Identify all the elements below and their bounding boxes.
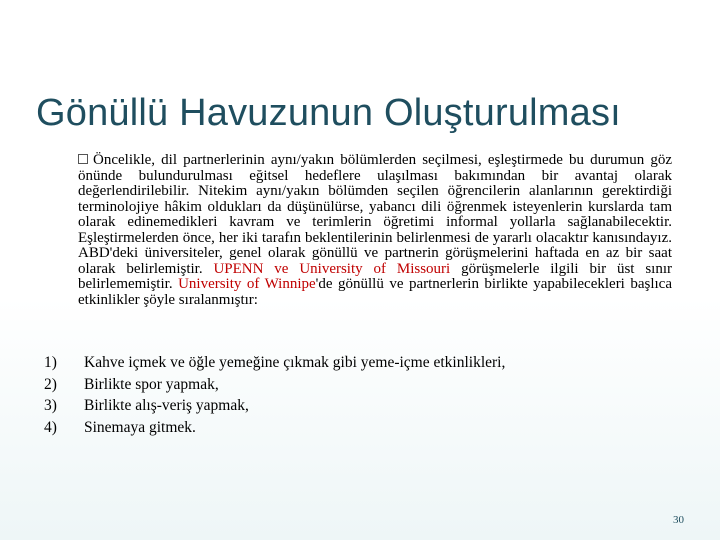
- activity-list: [44, 354, 505, 440]
- list-item-number: 1): [44, 354, 57, 371]
- list-item: [44, 397, 505, 419]
- list-item-text: Birlikte alış-veriş yapmak,: [84, 397, 249, 414]
- list-item-number: 4): [44, 418, 57, 436]
- intro-highlight-upenn-missouri: UPENN ve University of Missouri: [213, 260, 462, 277]
- list-item-text: Kahve içmek ve öğle yemeğine çıkmak gibi yeme-içme etkinlikleri,: [84, 354, 506, 371]
- square-bullet-icon: [78, 154, 88, 164]
- list-item-number: 2): [44, 375, 57, 393]
- list-item: [44, 419, 505, 441]
- intro-text-part3: 'de gönüllü ve partnerlerin birlikte yapabilecekleri başlıca etkinlikler şöyle sıralanmıştır:: [78, 276, 672, 308]
- intro-paragraph: [78, 153, 672, 308]
- intro-highlight-winnipe: University of Winnipe: [178, 276, 316, 292]
- list-item-number: 3): [44, 397, 57, 414]
- list-item-text: Sinemaya gitmek.: [84, 418, 196, 436]
- slide-title: Gönüllü Havuzunun Oluşturulması: [36, 92, 621, 134]
- list-item: [44, 354, 505, 376]
- list-item: [44, 376, 505, 398]
- list-item-text: Birlikte spor yapmak,: [84, 375, 219, 393]
- intro-text-part2: görüşmelerle ilgili bir üst sınır belirlememiştir.: [78, 260, 672, 292]
- intro-text-part1: Öncelikle, dil partnerlerinin aynı/yakın bölümlerden seçilmesi, eşleştirmede bu durumun göz önünde bulundurulması eğitsel hedeflere ulaşılması bakımından bir avantaj olarak değerlendirilebilir. Nitekim aynı/yakın bölümden seçilen öğrencilerin alanlarının gerektirdiği terminolojiye hâkim oldukları da düşünülürse, yabancı dili öğrenmek isteyenlerin kurslarda tam olarak edinemedikleri kavram ve terimlerin öğretimi informal yollarla sağlanabilecektir. Eşleştirmelerden önce, her iki tarafın beklentilerinin belirlenmesi de yararlı olacaktır kanısındayız. ABD'deki üniversiteler, genel olarak gönüllü ve partnerin görüşmelerini haftada en az bir saat olarak belirlemiştir.: [78, 152, 672, 277]
- page-number: 30: [673, 514, 684, 526]
